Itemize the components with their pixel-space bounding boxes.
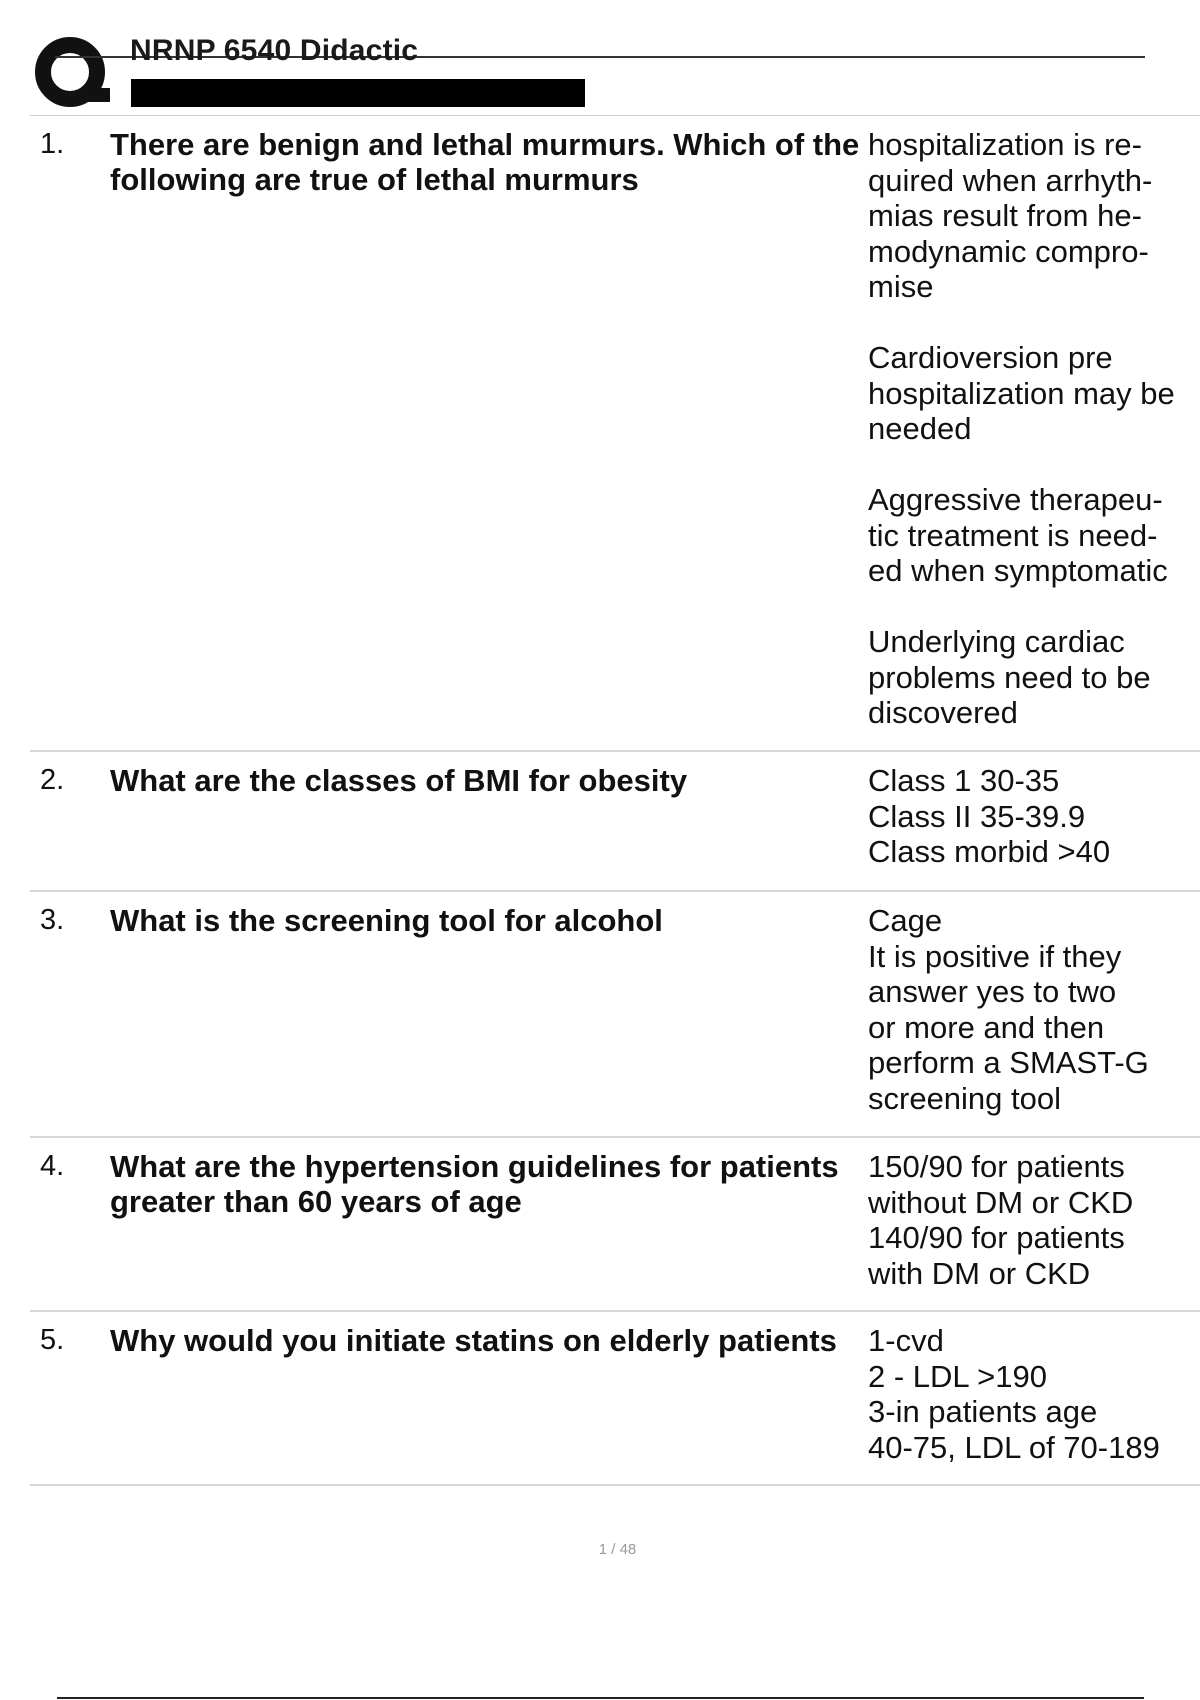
card-question: Why would you initiate statins on elderly patients [110,1323,837,1358]
card-number: 1. [40,128,65,160]
card-answer: Class 1 30-35 Class II 35-39.9 Class morbid >40 [868,763,1111,869]
page-indicator: 1 / 48 [598,1541,637,1558]
card-answer: 1-cvd 2 - LDL >190 3-in patients age 40-75, LDL of 70-189 [868,1323,1160,1465]
card-number: 4. [40,1150,65,1182]
flashcard-row [30,116,1200,752]
card-answer: hospitalization is re- quired when arrhyth- mias result from he- modynamic compro- mise Cardioversion pre hospitalization may be needed Aggressive therapeu- tic treatment is need- ed when symptomatic Underlying cardiac problems need to be discovered [868,127,1175,730]
card-number: 2. [40,764,65,796]
card-question: What are the hypertension guidelines for patients greater than 60 years of age [110,1149,839,1219]
card-answer: 150/90 for patients without DM or CKD 140/90 for patients with DM or CKD [868,1149,1134,1291]
card-number: 5. [40,1324,65,1356]
page-title: NRNP 6540 Didactic [130,34,419,67]
flashcard-list [30,116,1200,1486]
card-number: 3. [40,904,65,936]
card-answer: Cage It is positive if they answer yes to two or more and then perform a SMAST-G screening tool [868,903,1149,1116]
card-question: There are benign and lethal murmurs. Which of the following are true of lethal murmurs [110,127,860,197]
flashcard-row [30,752,1200,892]
card-question: What is the screening tool for alcohol [110,903,663,938]
flashcard-row [30,1138,1200,1312]
footer-rule [57,1697,1144,1699]
quizlet-q-logo-icon [32,32,112,112]
card-question: What are the classes of BMI for obesity [110,763,688,798]
flashcard-row [30,892,1200,1138]
redaction-bar [131,79,585,107]
flashcard-row [30,1312,1200,1486]
